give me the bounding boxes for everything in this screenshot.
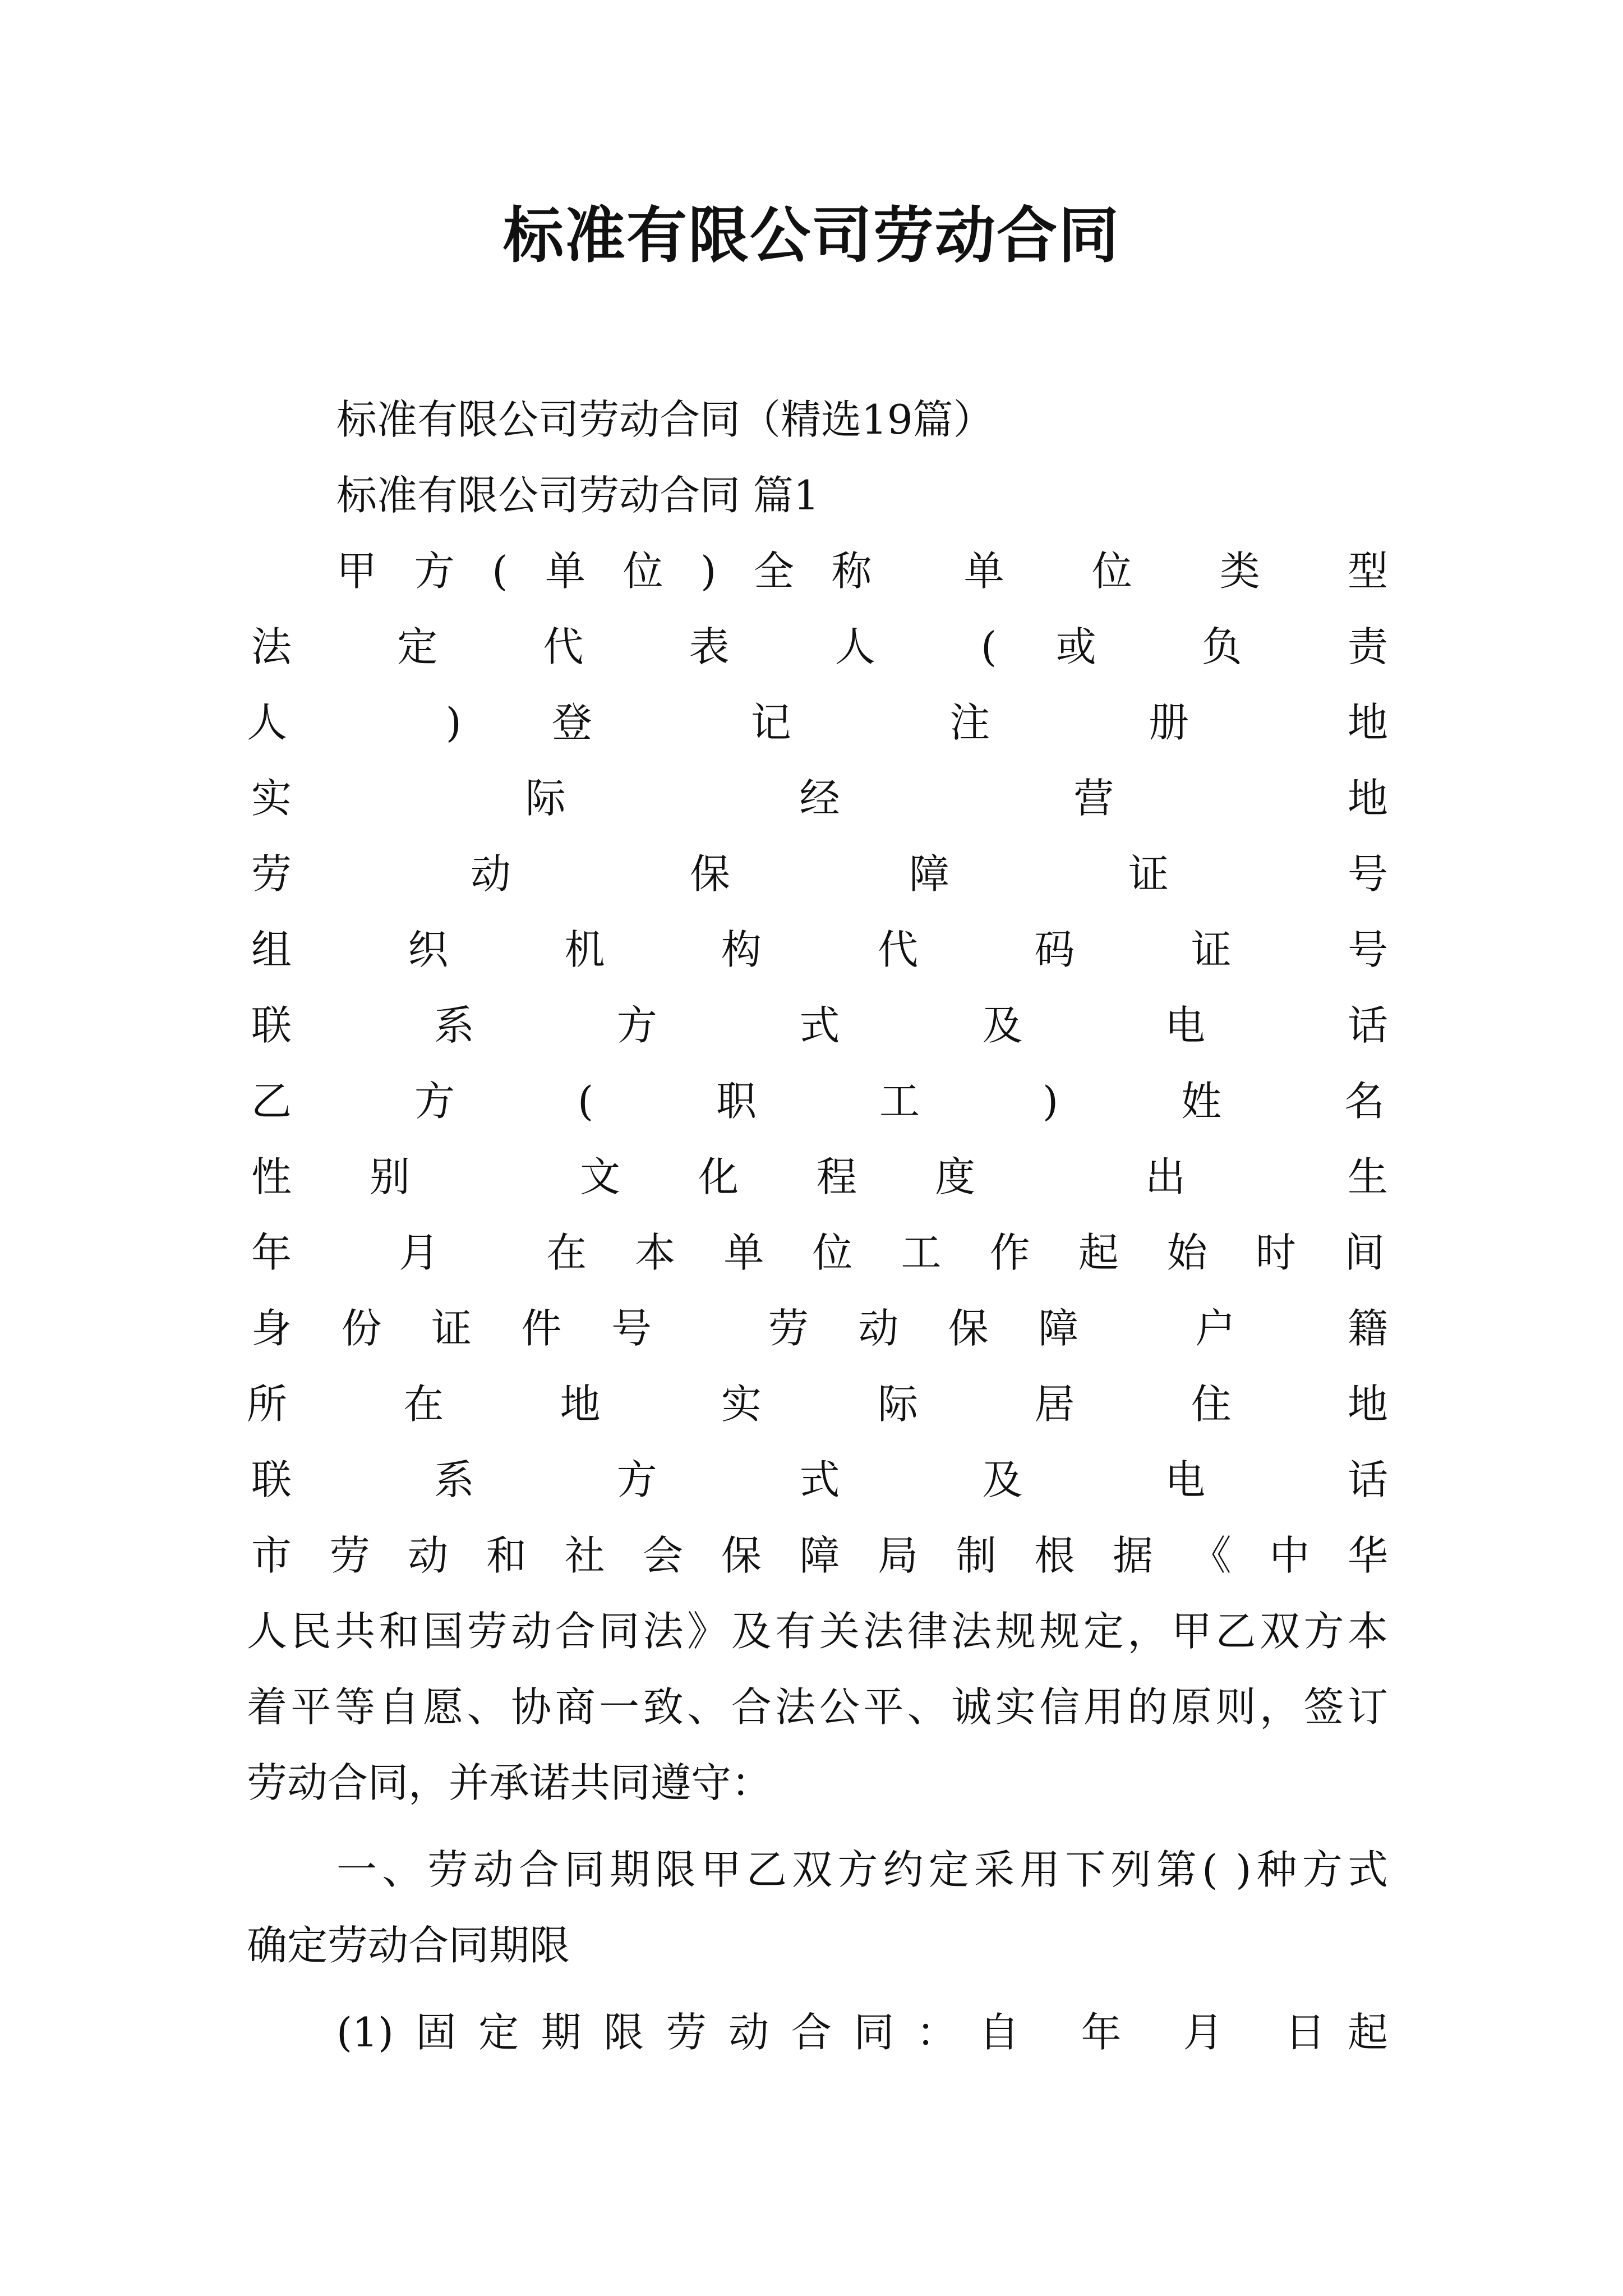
- text: 在本单位工作起始时间: [546, 1229, 1388, 1276]
- text: 年: [251, 1229, 337, 1276]
- text: 实 际 居 住 地: [721, 1381, 1388, 1428]
- id-number-line: [247, 1290, 1388, 1366]
- text: 人 ): [247, 699, 462, 746]
- text: 市劳动和社会保障局制根据《中华: [251, 1532, 1388, 1579]
- fixed-term-line: [336, 1994, 1388, 2070]
- text: 所 在 地: [247, 1381, 652, 1428]
- section-heading: 标准有限公司劳动合同 篇1: [336, 472, 819, 519]
- body-text-line: 劳动合同，并承诺共同遵守：: [247, 1759, 772, 1806]
- text: 甲方(单位)全称: [336, 547, 910, 595]
- document-title: 标准有限公司劳动合同: [502, 200, 1120, 271]
- labor-cert-line: [247, 836, 1388, 912]
- text: 单 位 类 型: [963, 547, 1388, 595]
- text: 登 记 注 册 地: [551, 699, 1388, 746]
- text: 身份证件号: [251, 1305, 702, 1352]
- body-text-line: 着平等自愿、协商一致、合法公平、诚实信用的原则，签订: [247, 1683, 1388, 1731]
- party-b-name-line: [247, 1063, 1388, 1139]
- text: 出 生: [1145, 1153, 1388, 1200]
- text: 月: [399, 1229, 485, 1276]
- text: 联 系 方 式 及 电 话: [251, 1002, 1388, 1049]
- birth-date-line: [247, 1214, 1388, 1291]
- contact-line-a: [247, 987, 1388, 1064]
- registered-address-line: [247, 684, 1388, 761]
- household-line: [247, 1366, 1388, 1442]
- legal-rep-line: [247, 609, 1388, 685]
- text: 实 际 经 营 地: [251, 775, 1388, 822]
- text: 组 织 机 构 代 码 证 号: [251, 926, 1388, 973]
- text: 文化程度: [579, 1153, 1054, 1200]
- org-code-line: [247, 912, 1388, 988]
- contact-line-b: [247, 1442, 1388, 1518]
- text: 联 系 方 式 及 电 话: [251, 1456, 1388, 1503]
- party-a-name-line: [336, 533, 1388, 609]
- text: 乙方(职工)姓名: [251, 1078, 1388, 1125]
- text: 劳 动 保 障 证 号: [251, 850, 1388, 898]
- gender-education-line: [247, 1139, 1388, 1215]
- clause-heading: 一、劳动合同期限甲乙双方约定采用下列第( )种方式: [336, 1846, 1388, 1893]
- text: 年: [1081, 2009, 1144, 2056]
- subtitle-line: 标准有限公司劳动合同（精选19篇）: [336, 396, 994, 443]
- text: 法 定 代 表 人 ( 或 负 责: [251, 623, 1388, 670]
- bureau-line: [247, 1517, 1388, 1594]
- text: (1)固定期限劳动合同：自: [336, 2009, 1041, 2056]
- text: 日起: [1285, 2009, 1388, 2056]
- text: 月: [1183, 2009, 1246, 2056]
- body-text-line: 确定劳动合同期限: [247, 1922, 570, 1969]
- business-address-line: [247, 760, 1388, 836]
- text: 户 籍: [1195, 1305, 1388, 1352]
- body-text-line: 人民共和国劳动合同法》及有关法律法规规定，甲乙双方本: [247, 1608, 1388, 1655]
- text: 劳动保障: [768, 1305, 1128, 1352]
- text: 性别: [251, 1153, 488, 1200]
